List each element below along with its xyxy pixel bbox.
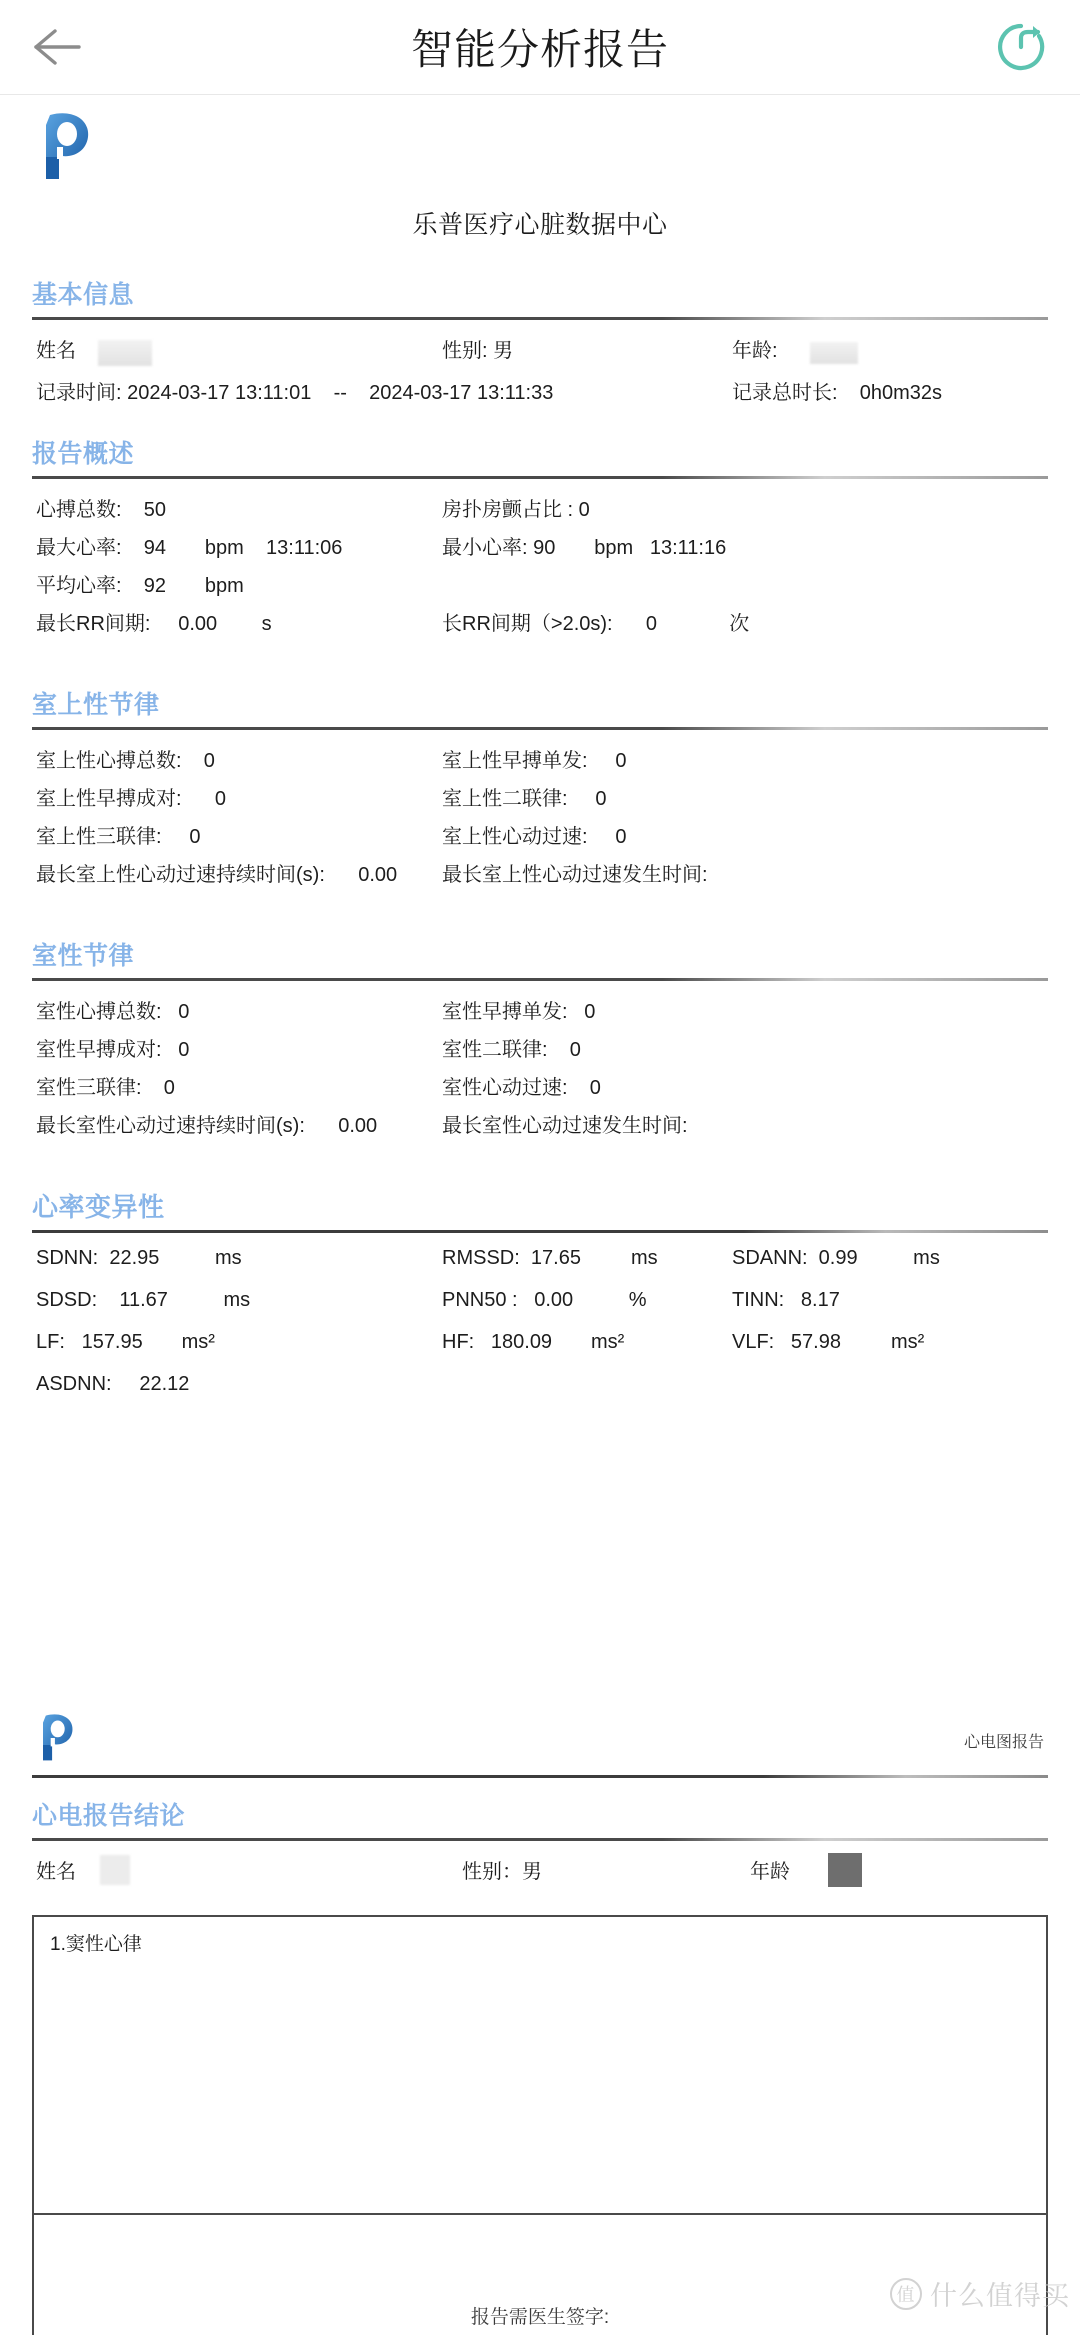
v-single-pvc: 室性早搏单发: 0 <box>442 1001 596 1023</box>
watermark-mark-icon: 值 <box>890 2278 922 2310</box>
hrv-row <box>32 1247 1048 1289</box>
hrv-sdnn: SDNN: 22.95 ms <box>36 1247 242 1269</box>
page2-info-row <box>32 1855 1048 1903</box>
patient-gender: 性别：男 <box>462 1861 542 1883</box>
section-hrv <box>32 1187 1048 1415</box>
sv-longest-tachy-duration: 最长室上性心动过速持续时间(s): 0.00 <box>36 864 398 886</box>
section-heading-basic: 基本信息 <box>32 281 135 309</box>
app-header <box>0 0 1080 95</box>
lepu-logo <box>36 1711 78 1770</box>
v-row <box>32 1071 1048 1109</box>
sv-total-beats: 室上性心搏总数: 0 <box>36 750 215 772</box>
hrv-sdann: SDANN: 0.99 ms <box>732 1247 940 1269</box>
section-divider <box>32 476 1048 479</box>
avg-heart-rate: 平均心率: 92 bpm <box>36 575 244 597</box>
hrv-row <box>32 1373 1048 1415</box>
page2-corner-label: 心电图报告 <box>963 1734 1044 1751</box>
section-divider <box>32 978 1048 981</box>
patient-name-label: 姓名 <box>36 340 76 362</box>
report-center-title: 乐普医疗心脏数据中心 <box>412 211 668 239</box>
v-paired-pvc: 室性早搏成对: 0 <box>36 1039 190 1061</box>
section-divider <box>32 317 1048 320</box>
hrv-hf: HF: 180.09 ms² <box>442 1331 625 1353</box>
record-duration: 记录总时长: 0h0m32s <box>732 382 943 404</box>
hrv-rmssd: RMSSD: 17.65 ms <box>442 1247 658 1269</box>
sv-row <box>32 782 1048 820</box>
patient-age-label: 年龄: <box>732 340 778 362</box>
patient-gender: 性别: 男 <box>442 340 514 362</box>
v-trigeminy: 室性三联律: 0 <box>36 1077 175 1099</box>
v-row <box>32 1033 1048 1071</box>
section-divider <box>32 727 1048 730</box>
conclusion-text: 1.窦性心律 <box>50 1934 142 1955</box>
patient-name-label: 姓名 <box>36 1861 76 1883</box>
patient-name-redacted <box>98 340 152 366</box>
page-title: 智能分析报告 <box>410 26 669 73</box>
patient-age-label: 年龄 <box>750 1861 790 1883</box>
signature-note: 报告需医生签字: <box>470 2307 610 2328</box>
max-heart-rate: 最大心率: 94 bpm 13:11:06 <box>36 537 343 559</box>
info-row <box>32 334 1048 376</box>
hrv-tinn: TINN: 8.17 <box>732 1289 840 1311</box>
hrv-row <box>32 1289 1048 1331</box>
patient-name-redacted <box>100 1855 130 1885</box>
section-basic-info <box>32 275 1048 418</box>
refresh-icon <box>992 18 1050 76</box>
af-ratio: 房扑房颤占比 : 0 <box>442 499 590 521</box>
v-row <box>32 995 1048 1033</box>
min-heart-rate: 最小心率: 90 bpm 13:11:16 <box>442 537 727 559</box>
hrv-pnn50: PNN50 : 0.00 % <box>442 1289 647 1311</box>
sv-single-pac: 室上性早搏单发: 0 <box>442 750 627 772</box>
sv-paired-pac: 室上性早搏成对: 0 <box>36 788 227 810</box>
max-rr-interval: 最长RR间期: 0.00 s <box>36 613 272 635</box>
v-bigeminy: 室性二联律: 0 <box>442 1039 581 1061</box>
section-divider <box>32 1230 1048 1233</box>
info-row <box>32 376 1048 418</box>
hrv-sdsd: SDSD: 11.67 ms <box>36 1289 251 1311</box>
sv-bigeminy: 室上性二联律: 0 <box>442 788 607 810</box>
section-heading-conclusion: 心电报告结论 <box>32 1802 186 1830</box>
patient-age-redacted <box>810 342 858 364</box>
sv-tachycardia: 室上性心动过速: 0 <box>442 826 627 848</box>
section-overview <box>32 434 1048 645</box>
report-page-2 <box>0 1715 1080 2335</box>
page2-top-divider <box>32 1775 1048 1778</box>
record-time: 记录时间: 2024-03-17 13:11:01 -- 2024-03-17 13:11:33 <box>36 382 554 404</box>
v-longest-tachy-duration: 最长室性心动过速持续时间(s): 0.00 <box>36 1115 378 1137</box>
page2-header <box>32 1715 1048 1775</box>
overview-row <box>32 531 1048 569</box>
watermark-text: 什么值得买 <box>930 2281 1070 2311</box>
long-rr-count: 长RR间期（>2.0s): 0 次 <box>442 613 750 635</box>
overview-row <box>32 569 1048 607</box>
hrv-lf: LF: 157.95 ms² <box>36 1331 215 1353</box>
v-longest-tachy-time: 最长室性心动过速发生时间: <box>442 1115 688 1137</box>
sv-row <box>32 820 1048 858</box>
report-page-1 <box>0 95 1080 1715</box>
conclusion-box[interactable] <box>32 1915 1048 2215</box>
hrv-row <box>32 1331 1048 1373</box>
section-heading-hrv: 心率变异性 <box>32 1192 165 1222</box>
brand-logo-row <box>32 95 1048 181</box>
hrv-vlf: VLF: 57.98 ms² <box>732 1331 925 1353</box>
overview-row <box>32 607 1048 645</box>
sv-trigeminy: 室上性三联律: 0 <box>36 826 201 848</box>
total-beats: 心搏总数: 50 <box>36 499 167 521</box>
section-heading-supraventricular: 室上性节律 <box>32 691 160 719</box>
section-ventricular <box>32 936 1048 1147</box>
v-tachycardia: 室性心动过速: 0 <box>442 1077 601 1099</box>
section-heading-overview: 报告概述 <box>32 440 135 468</box>
hrv-asdnn: ASDNN: 22.12 <box>36 1373 190 1395</box>
section-divider <box>32 1838 1048 1841</box>
overview-row <box>32 493 1048 531</box>
section-heading-ventricular: 室性节律 <box>32 942 135 970</box>
sv-row <box>32 858 1048 896</box>
v-total-beats: 室性心搏总数: 0 <box>36 1001 190 1023</box>
v-row <box>32 1109 1048 1147</box>
section-supraventricular <box>32 685 1048 896</box>
sv-longest-tachy-time: 最长室上性心动过速发生时间: <box>442 864 708 886</box>
watermark <box>890 2274 1070 2313</box>
patient-age-redacted <box>828 1853 862 1887</box>
refresh-button[interactable] <box>990 16 1052 78</box>
lepu-logo <box>36 111 96 188</box>
sv-row <box>32 744 1048 782</box>
